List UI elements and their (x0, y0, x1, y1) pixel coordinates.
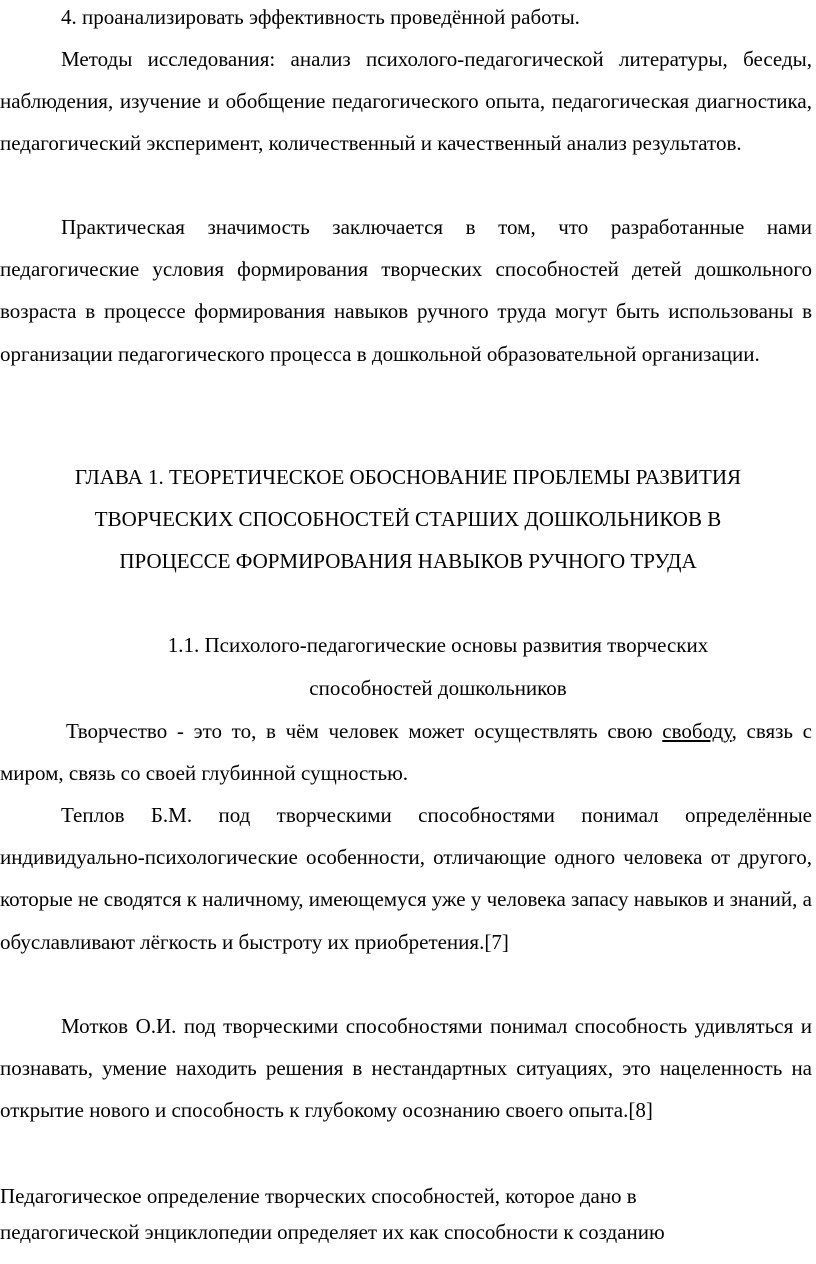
creativity-paragraph (0, 710, 812, 794)
creativity-text-after: , связь с миром, связь со своей глубинной сущностью. (0, 719, 812, 786)
freedom-link[interactable]: свободу (662, 719, 732, 743)
task-item-4: 4. проанализировать эффективность проведённой работы. (61, 5, 580, 29)
chapter-heading-line-1: ГЛАВА 1. ТЕОРЕТИЧЕСКОЕ ОБОСНОВАНИЕ ПРОБЛЕМЫ РАЗВИТИЯ (74, 465, 742, 489)
practical-significance-paragraph: Практическая значимость заключается в том, что разработанные нами педагогические условия формирования творческих способностей детей дошкольного возраста в процессе формирования навыков ручного труда могут быть использованы в организации педагогического процесса в дошкольной образовательной организации. (0, 215, 812, 366)
methods-paragraph: Методы исследования: анализ психолого-педагогической литературы, беседы, наблюдения, изучение и обобщение педагогического опыта, педагогическая диагностика, педагогический эксперимент, количественный и качественный анализ результатов. (0, 47, 812, 156)
section-heading-line-2: способностей дошкольников (309, 676, 567, 700)
creativity-text-before: Творчество - это то, в чём человек может осуществлять свою (66, 719, 663, 743)
chapter-heading-line-3: ПРОЦЕССЕ ФОРМИРОВАНИЯ НАВЫКОВ РУЧНОГО ТРУДА (119, 549, 697, 573)
section-heading-line-1: 1.1. Психолого-педагогические основы развития творческих (167, 633, 709, 657)
motkov-paragraph: Мотков О.И. под творческими способностями понимал способность удивляться и познавать, умение находить решения в нестандартных ситуациях, это нацеленность на открытие нового и способность к глубокому осознанию своего опыта.[8] (0, 1014, 812, 1123)
teplov-paragraph: Теплов Б.М. под творческими способностями понимал определённые индивидуально-психологические особенности, отличающие одного человека от другого, которые не сводятся к наличному, имеющемуся уже у человека запасу навыков и знаний, а обуславливают лёгкость и быстроту их приобретения.[7] (0, 803, 812, 954)
pedagogical-definition-paragraph: Педагогическое определение творческих способностей, которое дано в педагогической энциклопедии определяет их как способности к созданию (0, 1184, 665, 1244)
chapter-heading-line-2: ТВОРЧЕСКИХ СПОСОБНОСТЕЙ СТАРШИХ ДОШКОЛЬНИКОВ В (94, 507, 722, 531)
